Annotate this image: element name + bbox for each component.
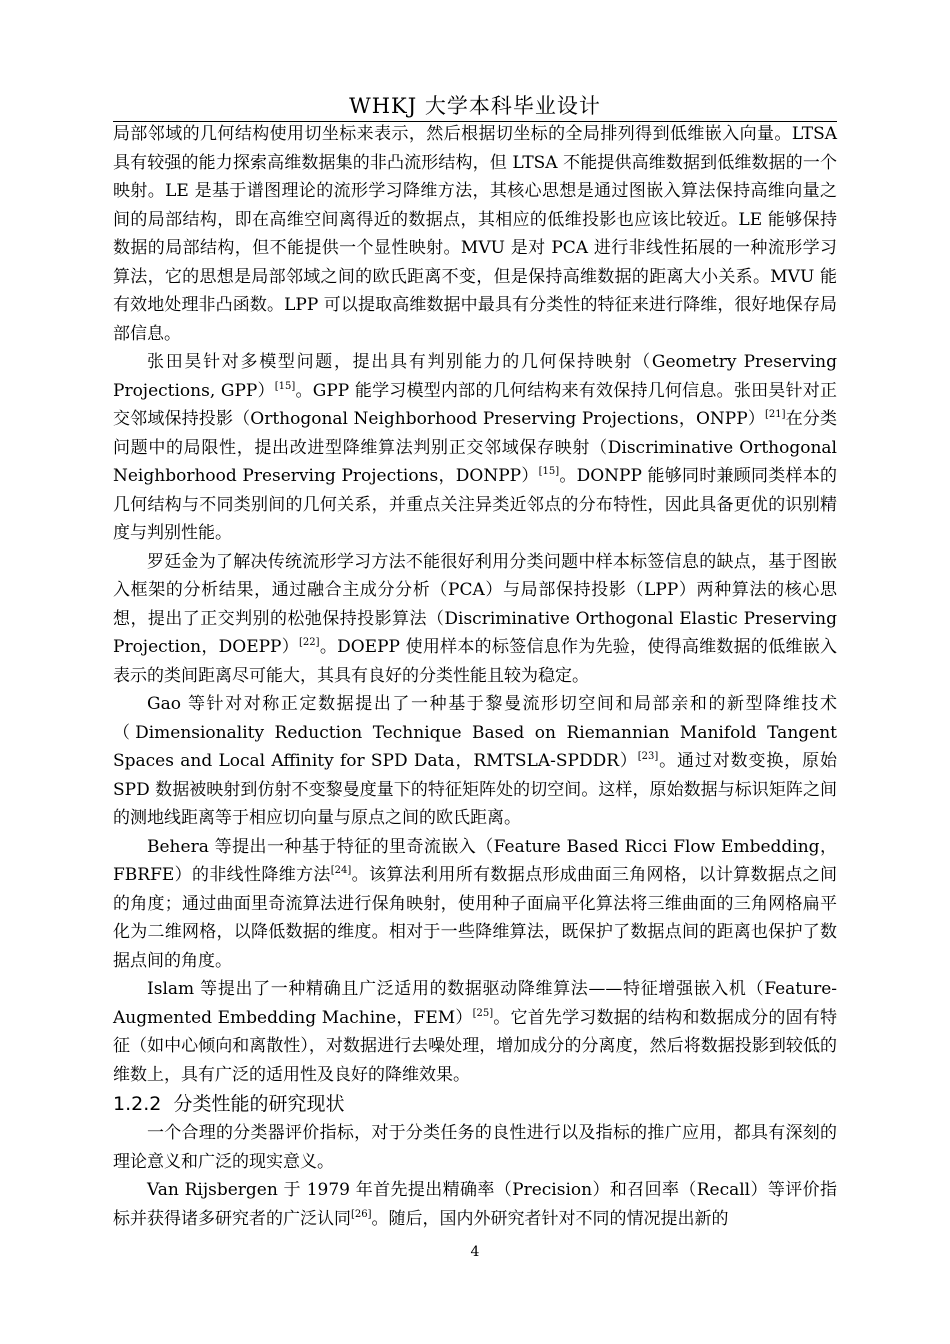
paragraph-text: Van Rijsbergen 于 1979 年首先提出精确率（Precision）和召回率（Recall）等评价指标并获得诸多研究者的广泛认同: [113, 1180, 837, 1229]
paragraph-text: 局部邻域的几何结构使用切坐标来表示，然后根据切坐标的全局排列得到低维嵌入向量。LTSA 具有较强的能力探索高维数据集的非凸流形结构，但 LTSA 不能提供高维数据到低维数据的一个映射。LE 是基于谱图理论的流形学习降维方法，其核心思想是通过图嵌入算法保持高维向量之间的局部结构，即在高维空间离得近的数据点，其相应的低维投影也应该比较近。LE 能够保持数据的局部结构，但不能提供一个显性映射。MVU 是对 PCA 进行非线性拓展的一种流形学习算法，它的思想是局部邻域之间的欧氏距离不变，但是保持高维数据的距离大小关系。MVU 能有效地处理非凸函数。LPP 可以提取高维数据中最具有分类性的特征来进行降维，很好地保存局部信息。: [113, 124, 837, 344]
citation-ref: [15]: [274, 380, 296, 392]
section-paragraph-group: [113, 1119, 837, 1233]
document-body: [113, 120, 837, 1233]
paragraph-group: [113, 120, 837, 1089]
page-header: WHKJ 大学本科毕业设计: [349, 94, 601, 118]
citation-ref: [24]: [330, 865, 352, 876]
paragraph-text: 。它首先学习数据的结构和数据成分的固有特征（如中心倾向和离散性），对数据进行去噪处理，增加成分的分离度，然后将数据投影到较低的维数上，具有广泛的适用性及良好的降维效果。: [113, 1007, 838, 1085]
section-number: 1.2.2: [113, 1093, 162, 1115]
paragraph-text: 一个合理的分类器评价指标，对于分类任务的良性进行以及指标的推广应用，都具有深刻的理论意义和广泛的现实意义。: [113, 1123, 837, 1172]
paragraph-text: 罗廷金为了解决传统流形学习方法不能很好利用分类问题中样本标签信息的缺点，基于图嵌入框架的分析结果，通过融合主成分分析（PCA）与局部保持投影（LPP）两种算法的核心思想，提出了正交判别的松弛保持投影算法（Discriminative Orthogonal Elastic Preserving Projection，DOEPP）: [113, 551, 837, 657]
paragraph: [113, 975, 837, 1089]
section-heading: [113, 1089, 837, 1119]
paragraph: [113, 1119, 837, 1176]
paragraph-text: 。DONPP 能够同时兼顾同类样本的几何结构与不同类别间的几何关系，并重点关注异类近邻点的分布特性，因此具备更优的识别精度与判别性能。: [113, 466, 837, 543]
paragraph: [113, 120, 837, 348]
paragraph-text: Gao 等针对对称正定数据提出了一种基于黎曼流形切空间和局部亲和的新型降维技术（Dimensionality Reduction Technique Based on Riemannian Manifold Tangent Spaces and Local Affinity for SPD Data，RMTSLA-SPDDR）: [113, 694, 837, 771]
section-title: 分类性能的研究现状: [173, 1093, 345, 1115]
paragraph-text: 。该算法利用所有数据点形成曲面三角网格，以计算数据点之间的角度；通过曲面里奇流算法进行保角映射，使用种子面扁平化算法将三维曲面的三角网格扁平化为二维网格，以降低数据的维度。相对于一些降维算法，既保护了数据点间的距离也保护了数据点间的角度。: [113, 865, 838, 971]
citation-ref: [21]: [765, 409, 786, 420]
paragraph-text: 张田昊针对多模型问题，提出具有判别能力的几何保持映射（Geometry Preserving Projections, GPP）: [113, 352, 837, 401]
citation-ref: [26]: [351, 1208, 372, 1220]
paragraph-text: 。通过对数变换，原始 SPD 数据被映射到仿射不变黎曼度量下的特征矩阵处的切空间。这样，原始数据与标识矩阵之间的测地线距离等于相应切向量与原点之间的欧氏距离。: [113, 751, 837, 828]
paragraph: [113, 548, 837, 691]
paragraph-text: 。GPP 能学习模型内部的几何结构来有效保持几何信息。张田昊针对正交邻域保持投影（Orthogonal Neighborhood Preserving Projections，ONPP）: [113, 380, 837, 429]
citation-ref: [22]: [299, 637, 320, 648]
page-number: 4: [470, 1244, 480, 1260]
paragraph: [113, 833, 837, 976]
paragraph-text: Islam 等提出了一种精确且广泛适用的数据驱动降维算法——特征增强嵌入机（Feature-Augmented Embedding Machine，FEM）: [113, 979, 837, 1028]
paragraph: [113, 690, 837, 833]
paragraph: [113, 1176, 837, 1233]
paragraph-text: 。DOEPP 使用样本的标签信息作为先验，使得高维数据的低维嵌入表示的类间距离尽可能大，其具有良好的分类性能且较为稳定。: [113, 637, 837, 686]
paragraph-text: 。随后，国内外研究者针对不同的情况提出新的: [371, 1208, 729, 1229]
paragraph-text: Behera 等提出一种基于特征的里奇流嵌入（Feature Based Ricci Flow Embedding，FBRFE）的非线性降维方法: [113, 836, 837, 885]
paragraph-text: 在分类问题中的局限性，提出改进型降维算法判别正交邻域保存映射（Discriminative Orthogonal Neighborhood Preserving Projections，DONPP）: [113, 409, 838, 486]
citation-ref: [23]: [637, 751, 659, 762]
paragraph: [113, 348, 837, 548]
citation-ref: [25]: [472, 1007, 494, 1019]
citation-ref: [15]: [538, 466, 560, 477]
